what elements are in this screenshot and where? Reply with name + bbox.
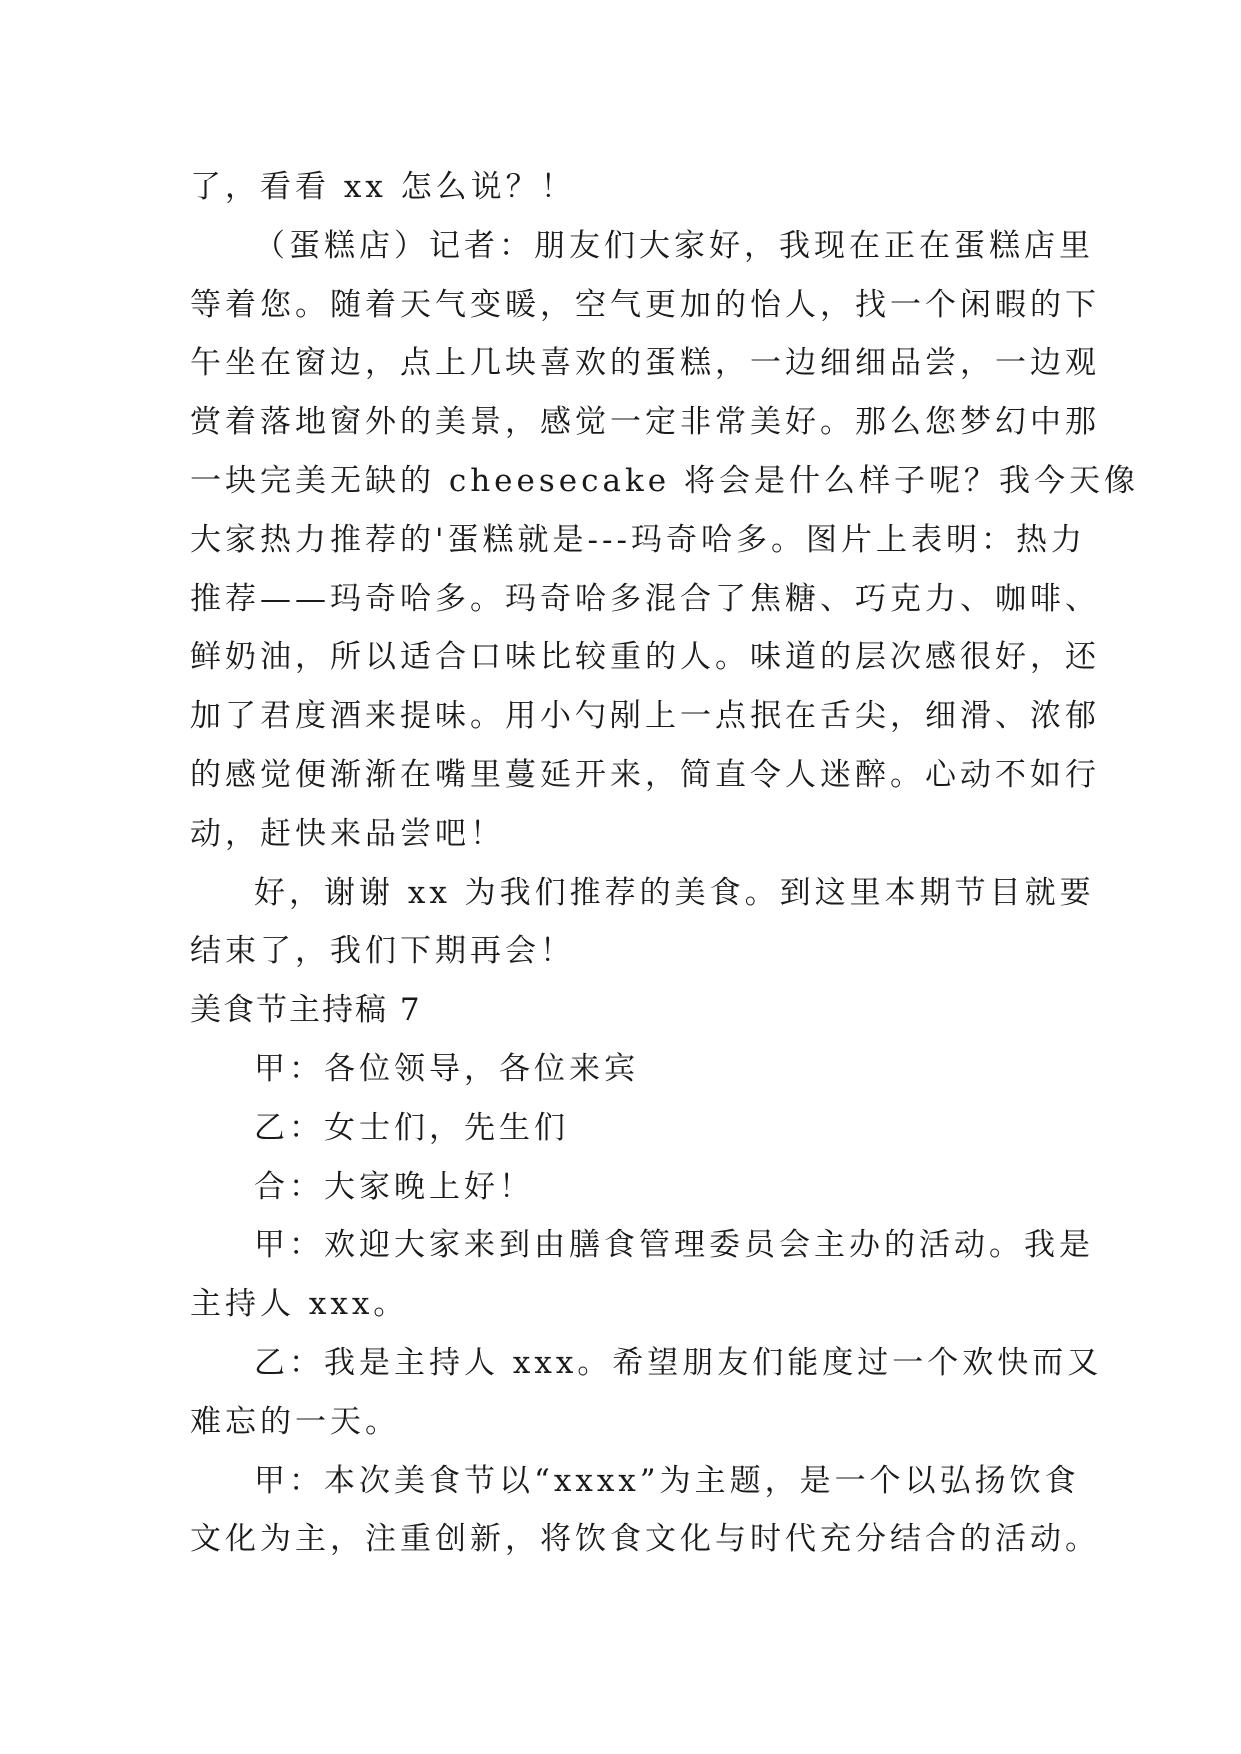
text-line: 大家热力推荐的'蛋糕就是---玛奇哈多。图片上表明：热力 [190, 521, 1086, 558]
text-line: 主持人 xxx。 [190, 1286, 409, 1323]
paragraph-start-line: 好，谢谢 xx 为我们推荐的美食。到这里本期节目就要 [254, 874, 1095, 911]
dialogue-line: 甲：本次美食节以“xxxx”为主题，是一个以弘扬饮食 [254, 1462, 1080, 1499]
text-line: 加了君度酒来提味。用小勺剐上一点抿在舌尖，细滑、浓郁 [190, 698, 1100, 735]
dialogue-line: 甲：各位领导，各位来宾 [254, 1050, 639, 1087]
dialogue-line: 乙：女士们，先生们 [254, 1109, 569, 1146]
text-line: 午坐在窗边，点上几块喜欢的蛋糕，一边细细品尝，一边观 [190, 345, 1100, 382]
text-line: 难忘的一天。 [190, 1403, 400, 1440]
document-body [190, 158, 1139, 1569]
text-line: 了，看看 xx 怎么说？！ [190, 169, 576, 205]
paragraph-start-line: （蛋糕店）记者：朋友们大家好，我现在正在蛋糕店里 [254, 227, 1094, 264]
dialogue-line: 乙：我是主持人 xxx。希望朋友们能度过一个欢快而又 [254, 1344, 1103, 1381]
text-line: 一块完美无缺的 cheesecake 将会是什么样子呢？我今天像 [190, 462, 1139, 499]
dialogue-line: 合：大家晚上好！ [254, 1168, 534, 1205]
text-line: 鲜奶油，所以适合口味比较重的人。味道的层次感很好，还 [190, 639, 1100, 676]
text-line: 文化为主，注重创新，将饮食文化与时代充分结合的活动。 [190, 1521, 1100, 1558]
text-line: 等着您。随着天气变暖，空气更加的怡人，找一个闲暇的下 [190, 286, 1100, 323]
text-line: 赏着落地窗外的美景，感觉一定非常美好。那么您梦幻中那 [190, 404, 1100, 441]
text-line: 结束了，我们下期再会！ [190, 933, 575, 970]
dialogue-line: 甲：欢迎大家来到由膳食管理委员会主办的活动。我是 [254, 1227, 1094, 1264]
section-heading: 美食节主持稿 7 [190, 992, 422, 1029]
text-line: 的感觉便渐渐在嘴里蔓延开来，简直令人迷醉。心动不如行 [190, 756, 1100, 793]
text-line: 推荐——玛奇哈多。玛奇哈多混合了焦糖、巧克力、咖啡、 [190, 580, 1100, 617]
text-line: 动，赶快来品尝吧！ [190, 815, 505, 852]
